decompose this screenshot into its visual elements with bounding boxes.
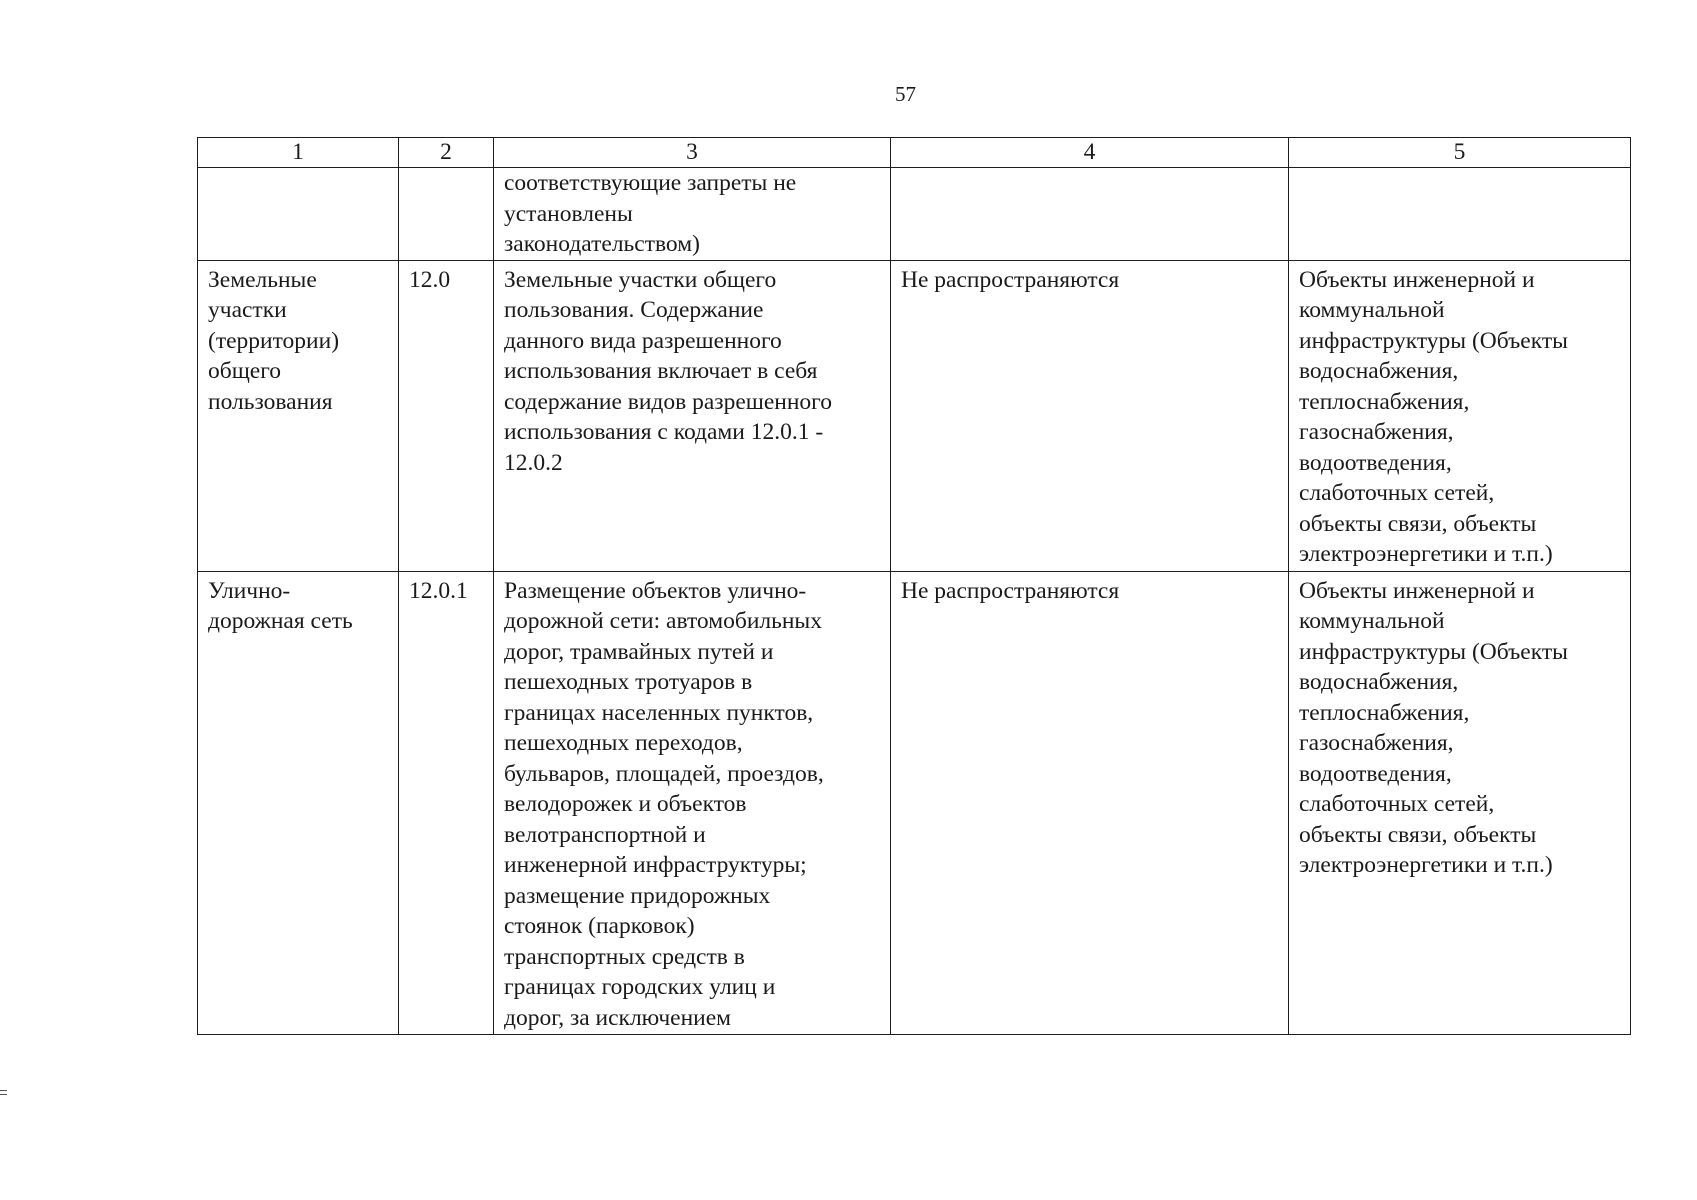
land-use-name-cell <box>198 168 399 261</box>
column-header: 1 <box>198 138 399 168</box>
land-use-description-cell <box>494 168 891 261</box>
land-use-description-cell <box>494 260 891 571</box>
land-use-code: 12.0 <box>409 266 451 293</box>
restrictions: Не распространяются <box>901 577 1120 604</box>
land-use-description: Размещение объектов улично- дорожной сети: автомобильных дорог, трамвайных путей и пешеходных тротуаров в границах населенных пунктов, пешеходных переходов, бульваров, площадей, проездов, велодорожек и объектов велотранспортной и инженерной инфраструктуры; размещение придорожных стоянок (парковок) транспортных средств в границах городских улиц и дорог, за исключением <box>504 577 824 1031</box>
column-header: 5 <box>1289 138 1631 168</box>
restrictions-cell <box>891 260 1289 571</box>
land-use-name-cell <box>198 260 399 571</box>
land-use-code-cell <box>399 571 494 1034</box>
land-use-description: Земельные участки общего пользования. Содержание данного вида разрешенного использования включает в себя содержание видов разрешенного использования с кодами 12.0.1 - 12.0.2 <box>504 266 832 476</box>
land-use-name-cell <box>198 571 399 1034</box>
land-use-description-cell <box>494 571 891 1034</box>
column-header: 2 <box>399 138 494 168</box>
land-use-code: 12.0.1 <box>409 577 468 604</box>
land-use-code-cell <box>399 168 494 261</box>
facilities-cell <box>1289 571 1631 1034</box>
restrictions-cell <box>891 168 1289 261</box>
land-use-name: Улично- дорожная сеть <box>208 577 353 635</box>
table-row <box>198 168 1631 261</box>
land-use-name: Земельные участки (территории) общего пользования <box>208 266 340 415</box>
table-row <box>198 260 1631 571</box>
facilities: Объекты инженерной и коммунальной инфраструктуры (Объекты водоснабжения, теплоснабжения, газоснабжения, водоотведения, слаботочных сетей, объекты связи, объекты электроэнергетики и т.п.) <box>1299 266 1568 568</box>
land-use-table <box>197 137 1631 1035</box>
table-header-row <box>198 138 1631 168</box>
land-use-code-cell <box>399 260 494 571</box>
binding-margin-mark <box>0 1090 7 1095</box>
column-header: 4 <box>891 138 1289 168</box>
table-row <box>198 571 1631 1034</box>
facilities-cell <box>1289 168 1631 261</box>
restrictions: Не распространяются <box>901 266 1120 293</box>
facilities-cell <box>1289 260 1631 571</box>
page-number: 57 <box>895 82 916 106</box>
column-header: 3 <box>494 138 891 168</box>
restrictions-cell <box>891 571 1289 1034</box>
facilities: Объекты инженерной и коммунальной инфраструктуры (Объекты водоснабжения, теплоснабжения, газоснабжения, водоотведения, слаботочных сетей, объекты связи, объекты электроэнергетики и т.п.) <box>1299 577 1568 879</box>
land-use-description: соответствующие запреты не установлены законодательством) <box>504 170 797 258</box>
